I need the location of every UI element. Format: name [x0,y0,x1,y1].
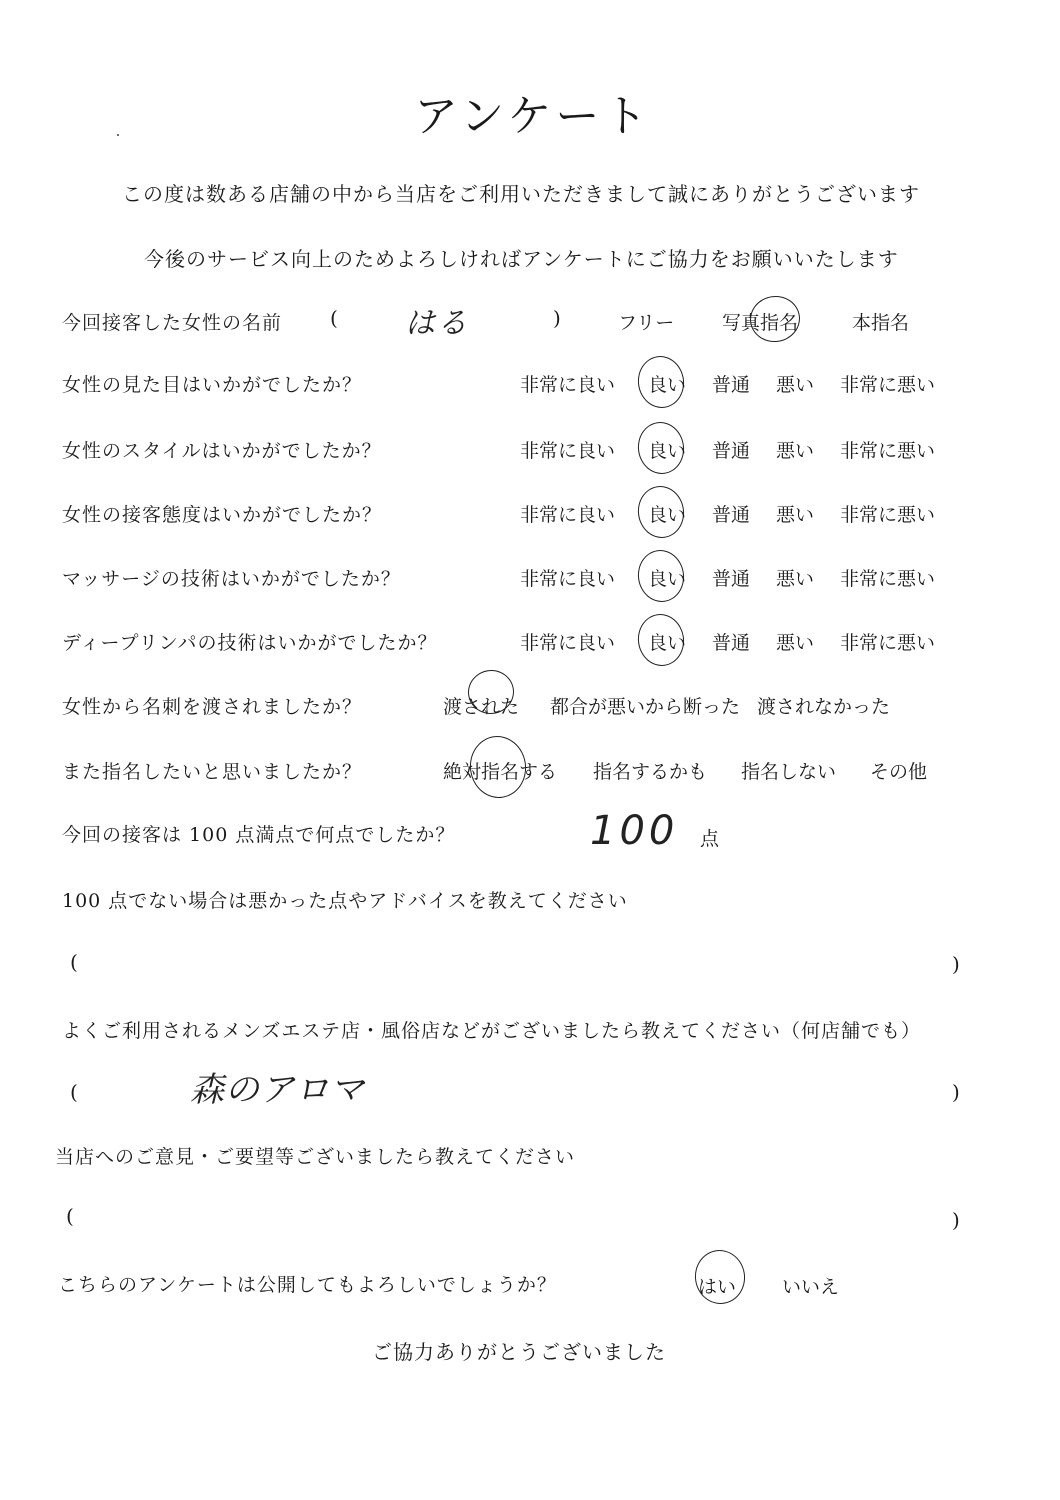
option-definitely[interactable]: 絶対指名する [443,761,558,783]
closing-message: ご協力ありがとうございました [372,1340,666,1364]
option-normal[interactable]: 普通 [712,440,751,462]
advice-paren-close: ) [952,952,960,976]
option-very-bad[interactable]: 非常に悪い [840,374,936,396]
option-yes[interactable]: はい [698,1276,737,1298]
name-question-label: 今回接客した女性の名前 [62,312,283,334]
option-normal[interactable]: 普通 [712,568,751,590]
other-shops-paren-close: ) [952,1080,960,1104]
option-very-bad[interactable]: 非常に悪い [840,568,936,590]
score-answer[interactable]: 100 [590,808,679,854]
option-received[interactable]: 渡された [443,696,520,718]
other-shops-answer[interactable]: 森のアロマ [190,1070,365,1110]
option-photo-nomination[interactable]: 写真指名 [722,312,799,334]
name-paren-open: ( [330,306,338,330]
intro-line-2: 今後のサービス向上のためよろしければアンケートにご協力をお願いいたします [144,247,899,271]
option-very-good[interactable]: 非常に良い [520,568,616,590]
option-declined[interactable]: 都合が悪いから断った [550,696,741,718]
option-bad[interactable]: 悪い [776,440,815,462]
option-normal[interactable]: 普通 [712,504,751,526]
rating-question-label: マッサージの技術はいかがでしたか？ [62,568,401,590]
option-bad[interactable]: 悪い [776,632,815,654]
option-bad[interactable]: 悪い [776,504,815,526]
stray-mark [117,134,119,136]
option-main-nomination[interactable]: 本指名 [852,312,910,334]
option-very-good[interactable]: 非常に良い [520,374,616,396]
intro-line-1: この度は数ある店舗の中から当店をご利用いただきまして誠にありがとうございます [122,182,920,206]
opinion-question-label: 当店へのご意見・ご要望等ございましたら教えてください [55,1146,576,1168]
option-very-good[interactable]: 非常に良い [520,632,616,654]
score-unit: 点 [700,828,720,850]
option-not-received[interactable]: 渡されなかった [757,696,891,718]
option-no[interactable]: 指名しない [741,761,837,783]
selection-circle [635,483,688,541]
option-very-bad[interactable]: 非常に悪い [840,504,936,526]
option-good[interactable]: 良い [648,374,687,396]
rating-question-label: ディープリンパの技術はいかがでしたか？ [62,632,438,654]
card-question-label: 女性から名刺を渡されましたか？ [62,696,363,718]
score-question-label: 今回の接客は 100 点満点で何点でしたか？ [62,824,456,846]
opinion-paren-close: ) [952,1208,960,1232]
option-good[interactable]: 良い [648,440,687,462]
option-no-publish[interactable]: いいえ [782,1276,840,1298]
rating-question-label: 女性の接客態度はいかがでしたか？ [62,504,383,526]
option-normal[interactable]: 普通 [712,632,751,654]
option-very-good[interactable]: 非常に良い [520,504,616,526]
other-shops-question-label: よくご利用されるメンズエステ店・風俗店などがございましたら教えてください（何店舗でも） [62,1020,922,1042]
selection-circle [635,547,688,605]
name-answer[interactable]: はる [405,306,469,341]
option-maybe[interactable]: 指名するかも [593,761,708,783]
rating-question-label: 女性のスタイルはいかがでしたか？ [62,440,382,462]
option-very-good[interactable]: 非常に良い [520,440,616,462]
selection-circle [747,293,803,346]
option-good[interactable]: 良い [648,504,687,526]
other-shops-paren-open: ( [70,1080,78,1104]
selection-circle [635,353,688,411]
selection-circle [635,611,688,669]
publish-question-label: こちらのアンケートは公開してもよろしいでしょうか？ [58,1274,557,1296]
option-normal[interactable]: 普通 [712,374,751,396]
option-very-bad[interactable]: 非常に悪い [840,632,936,654]
opinion-paren-open: ( [66,1204,74,1228]
rating-question-label: 女性の見た目はいかがでしたか？ [62,374,363,396]
option-bad[interactable]: 悪い [776,568,815,590]
option-good[interactable]: 良い [648,632,687,654]
name-paren-close: ) [553,306,561,330]
option-bad[interactable]: 悪い [776,374,815,396]
option-other[interactable]: その他 [870,761,928,783]
selection-circle [466,732,530,801]
page-title: アンケート [414,91,652,142]
advice-paren-open: ( [70,950,78,974]
option-very-bad[interactable]: 非常に悪い [840,440,936,462]
option-free[interactable]: フリー [618,312,675,334]
advice-question-label: 100 点でない場合は悪かった点やアドバイスを教えてください [62,890,628,912]
option-good[interactable]: 良い [648,568,687,590]
renominate-question-label: また指名したいと思いましたか？ [62,761,363,783]
selection-circle [635,419,688,477]
